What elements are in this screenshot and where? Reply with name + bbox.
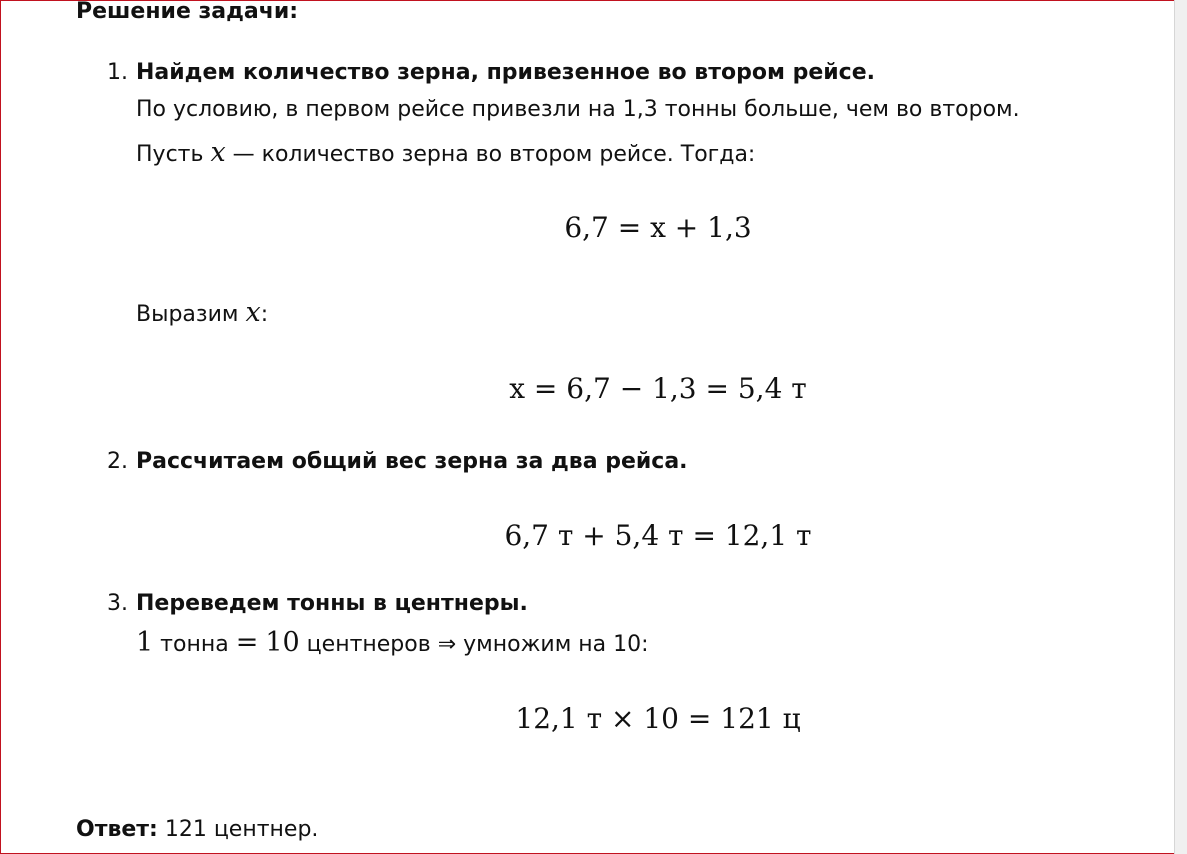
page-title: Решение задачи:	[76, 0, 299, 24]
step-1-number: 1.	[107, 60, 128, 85]
step-2-title: Рассчитаем общий вес зерна за два рейса.	[136, 449, 688, 474]
step-1-line1: По условию, в первом рейсе привезли на 1,3 тонны больше, чем во втором.	[136, 97, 1020, 122]
express-x-line	[136, 297, 268, 328]
conv-unit-tonna: тонна	[153, 632, 236, 657]
express-post: :	[260, 302, 269, 327]
step-3-title: Переведем тонны в центнеры.	[136, 591, 528, 616]
equation-2: x = 6,7 − 1,3 = 5,4 т	[509, 372, 807, 405]
equation-3: 6,7 т + 5,4 т = 12,1 т	[504, 519, 812, 552]
step-1-line2-post: — количество зерна во втором рейсе. Тогда:	[225, 142, 756, 167]
step-1-line2	[136, 137, 755, 168]
answer-label: Ответ:	[76, 817, 158, 842]
conv-equals: =	[235, 627, 259, 658]
equation-4: 12,1 т × 10 = 121 ц	[515, 702, 801, 735]
equation-1: 6,7 = x + 1,3	[564, 211, 752, 244]
conv-number-1: 1	[136, 627, 154, 658]
conversion-line	[136, 627, 649, 658]
conv-rest: центнеров ⇒ умножим на 10:	[299, 632, 649, 657]
variable-x: x	[245, 297, 261, 328]
step-1-title: Найдем количество зерна, привезенное во втором рейсе.	[136, 60, 875, 85]
step-1-line2-pre: Пусть	[136, 142, 211, 167]
answer-line	[76, 817, 318, 842]
variable-x: x	[210, 137, 226, 168]
step-2-number: 2.	[107, 449, 128, 474]
conv-number-10: 10	[265, 627, 300, 658]
step-3-number: 3.	[107, 591, 128, 616]
express-pre: Выразим	[136, 302, 246, 327]
answer-value: 121 центнер.	[157, 817, 319, 842]
